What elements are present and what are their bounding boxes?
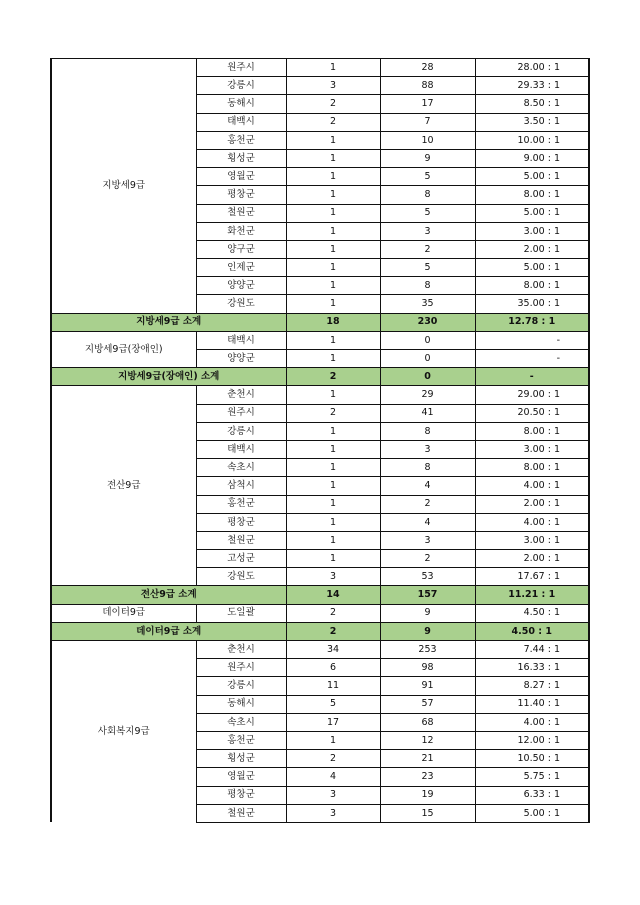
positions-cell: 1 (286, 295, 380, 313)
positions-cell: 1 (286, 731, 380, 749)
region-cell: 강릉시 (196, 422, 286, 440)
positions-cell: 1 (286, 186, 380, 204)
ratio-cell: 20.50 : 1 (475, 404, 589, 422)
category-cell: 전산9급 (51, 386, 196, 586)
subtotal-label: 전산9급 소계 (51, 586, 286, 604)
region-cell: 횡성군 (196, 750, 286, 768)
positions-cell: 1 (286, 222, 380, 240)
ratio-cell: 28.00 : 1 (475, 59, 589, 77)
positions-cell: 34 (286, 641, 380, 659)
positions-cell: 1 (286, 531, 380, 549)
positions-cell: 2 (286, 113, 380, 131)
applicants-cell: 8 (380, 459, 475, 477)
ratio-cell: 8.27 : 1 (475, 677, 589, 695)
applicants-cell: 3 (380, 222, 475, 240)
applicants-cell: 98 (380, 659, 475, 677)
applicants-cell: 2 (380, 240, 475, 258)
region-cell: 삼척시 (196, 477, 286, 495)
positions-cell: 6 (286, 659, 380, 677)
positions-cell: 1 (286, 495, 380, 513)
applicants-cell: 8 (380, 422, 475, 440)
ratio-cell: 29.33 : 1 (475, 77, 589, 95)
ratio-cell: 16.33 : 1 (475, 659, 589, 677)
subtotal-applicants: 0 (380, 368, 475, 386)
region-cell: 철원군 (196, 204, 286, 222)
region-cell: 속초시 (196, 713, 286, 731)
positions-cell: 1 (286, 459, 380, 477)
region-cell: 강원도 (196, 295, 286, 313)
ratio-cell: 8.00 : 1 (475, 277, 589, 295)
ratio-cell: 10.50 : 1 (475, 750, 589, 768)
ratio-cell: 8.50 : 1 (475, 95, 589, 113)
applicants-cell: 8 (380, 186, 475, 204)
positions-cell: 3 (286, 786, 380, 804)
region-cell: 양양군 (196, 277, 286, 295)
subtotal-row (51, 586, 589, 604)
region-cell: 영월군 (196, 168, 286, 186)
positions-cell: 3 (286, 804, 380, 822)
positions-cell: 1 (286, 386, 380, 404)
ratio-cell: - (475, 331, 589, 349)
subtotal-ratio: - (475, 368, 589, 386)
ratio-cell: 35.00 : 1 (475, 295, 589, 313)
region-cell: 화천군 (196, 222, 286, 240)
subtotal-applicants: 9 (380, 622, 475, 640)
applicants-cell: 253 (380, 641, 475, 659)
subtotal-label: 지방세9급 소계 (51, 313, 286, 331)
ratio-cell: 8.00 : 1 (475, 186, 589, 204)
ratio-cell: 8.00 : 1 (475, 422, 589, 440)
ratio-cell: 8.00 : 1 (475, 459, 589, 477)
region-cell: 원주시 (196, 659, 286, 677)
positions-cell: 1 (286, 204, 380, 222)
region-cell: 태백시 (196, 113, 286, 131)
ratio-cell: 6.33 : 1 (475, 786, 589, 804)
applicants-cell: 15 (380, 804, 475, 822)
positions-cell: 1 (286, 513, 380, 531)
applicants-cell: 2 (380, 495, 475, 513)
region-cell: 영월군 (196, 768, 286, 786)
ratio-cell: 5.00 : 1 (475, 804, 589, 822)
table-row (51, 331, 589, 349)
category-cell: 지방세9급 (51, 59, 196, 314)
applicants-cell: 28 (380, 59, 475, 77)
positions-cell: 1 (286, 149, 380, 167)
region-cell: 강릉시 (196, 77, 286, 95)
ratio-cell: 3.00 : 1 (475, 222, 589, 240)
positions-cell: 1 (286, 440, 380, 458)
positions-cell: 2 (286, 750, 380, 768)
region-cell: 태백시 (196, 440, 286, 458)
ratio-cell: 12.00 : 1 (475, 731, 589, 749)
ratio-cell: 4.50 : 1 (475, 604, 589, 622)
applicants-cell: 19 (380, 786, 475, 804)
subtotal-row (51, 622, 589, 640)
applicants-cell: 5 (380, 259, 475, 277)
applicants-cell: 5 (380, 204, 475, 222)
region-cell: 동해시 (196, 695, 286, 713)
positions-cell: 1 (286, 131, 380, 149)
ratio-cell: 3.00 : 1 (475, 440, 589, 458)
applicants-cell: 91 (380, 677, 475, 695)
subtotal-label: 데이터9급 소계 (51, 622, 286, 640)
competition-ratio-table (50, 58, 590, 823)
positions-cell: 3 (286, 568, 380, 586)
subtotal-positions: 2 (286, 622, 380, 640)
ratio-cell: 5.75 : 1 (475, 768, 589, 786)
positions-cell: 11 (286, 677, 380, 695)
table-row (51, 386, 589, 404)
applicants-cell: 12 (380, 731, 475, 749)
ratio-cell: 4.00 : 1 (475, 477, 589, 495)
applicants-cell: 88 (380, 77, 475, 95)
applicants-cell: 7 (380, 113, 475, 131)
ratio-cell: 2.00 : 1 (475, 550, 589, 568)
region-cell: 인제군 (196, 259, 286, 277)
region-cell: 속초시 (196, 459, 286, 477)
positions-cell: 1 (286, 277, 380, 295)
subtotal-applicants: 157 (380, 586, 475, 604)
positions-cell: 1 (286, 331, 380, 349)
applicants-cell: 8 (380, 277, 475, 295)
positions-cell: 1 (286, 550, 380, 568)
region-cell: 홍천군 (196, 131, 286, 149)
table-row (51, 59, 589, 77)
applicants-cell: 4 (380, 477, 475, 495)
ratio-cell: 4.00 : 1 (475, 513, 589, 531)
applicants-cell: 41 (380, 404, 475, 422)
positions-cell: 2 (286, 404, 380, 422)
region-cell: 철원군 (196, 531, 286, 549)
ratio-cell: 5.00 : 1 (475, 259, 589, 277)
ratio-cell: 11.40 : 1 (475, 695, 589, 713)
region-cell: 춘천시 (196, 641, 286, 659)
applicants-cell: 35 (380, 295, 475, 313)
region-cell: 양양군 (196, 350, 286, 368)
subtotal-positions: 14 (286, 586, 380, 604)
region-cell: 태백시 (196, 331, 286, 349)
region-cell: 양구군 (196, 240, 286, 258)
ratio-cell: 5.00 : 1 (475, 204, 589, 222)
positions-cell: 4 (286, 768, 380, 786)
table-row (51, 604, 589, 622)
applicants-cell: 53 (380, 568, 475, 586)
region-cell: 동해시 (196, 95, 286, 113)
applicants-cell: 21 (380, 750, 475, 768)
subtotal-label: 지방세9급(장애인) 소계 (51, 368, 286, 386)
subtotal-ratio: 12.78 : 1 (475, 313, 589, 331)
ratio-cell: 17.67 : 1 (475, 568, 589, 586)
ratio-cell: 2.00 : 1 (475, 495, 589, 513)
category-cell: 지방세9급(장애인) (51, 331, 196, 367)
subtotal-positions: 18 (286, 313, 380, 331)
ratio-cell: 9.00 : 1 (475, 149, 589, 167)
category-cell: 사회복지9급 (51, 641, 196, 823)
subtotal-ratio: 11.21 : 1 (475, 586, 589, 604)
applicants-cell: 9 (380, 149, 475, 167)
region-cell: 고성군 (196, 550, 286, 568)
applicants-cell: 5 (380, 168, 475, 186)
region-cell: 평창군 (196, 786, 286, 804)
positions-cell: 1 (286, 59, 380, 77)
ratio-cell: 29.00 : 1 (475, 386, 589, 404)
applicants-cell: 0 (380, 350, 475, 368)
applicants-cell: 3 (380, 440, 475, 458)
applicants-cell: 57 (380, 695, 475, 713)
positions-cell: 2 (286, 95, 380, 113)
region-cell: 강릉시 (196, 677, 286, 695)
subtotal-ratio: 4.50 : 1 (475, 622, 589, 640)
applicants-cell: 4 (380, 513, 475, 531)
region-cell: 홍천군 (196, 731, 286, 749)
ratio-cell: 3.00 : 1 (475, 531, 589, 549)
subtotal-row (51, 313, 589, 331)
ratio-cell: 5.00 : 1 (475, 168, 589, 186)
positions-cell: 1 (286, 350, 380, 368)
positions-cell: 2 (286, 604, 380, 622)
applicants-cell: 23 (380, 768, 475, 786)
applicants-cell: 3 (380, 531, 475, 549)
applicants-cell: 9 (380, 604, 475, 622)
region-cell: 평창군 (196, 186, 286, 204)
positions-cell: 17 (286, 713, 380, 731)
applicants-cell: 68 (380, 713, 475, 731)
ratio-cell: 3.50 : 1 (475, 113, 589, 131)
positions-cell: 3 (286, 77, 380, 95)
region-cell: 홍천군 (196, 495, 286, 513)
applicants-cell: 29 (380, 386, 475, 404)
positions-cell: 1 (286, 422, 380, 440)
region-cell: 도일괄 (196, 604, 286, 622)
applicants-cell: 2 (380, 550, 475, 568)
applicants-cell: 0 (380, 331, 475, 349)
positions-cell: 1 (286, 168, 380, 186)
region-cell: 춘천시 (196, 386, 286, 404)
positions-cell: 5 (286, 695, 380, 713)
positions-cell: 1 (286, 477, 380, 495)
table-body (51, 59, 589, 823)
category-cell: 데이터9급 (51, 604, 196, 622)
ratio-cell: 7.44 : 1 (475, 641, 589, 659)
region-cell: 횡성군 (196, 149, 286, 167)
region-cell: 강원도 (196, 568, 286, 586)
subtotal-positions: 2 (286, 368, 380, 386)
region-cell: 원주시 (196, 404, 286, 422)
region-cell: 철원군 (196, 804, 286, 822)
positions-cell: 1 (286, 240, 380, 258)
positions-cell: 1 (286, 259, 380, 277)
ratio-cell: 10.00 : 1 (475, 131, 589, 149)
ratio-cell: 4.00 : 1 (475, 713, 589, 731)
ratio-cell: 2.00 : 1 (475, 240, 589, 258)
subtotal-row (51, 368, 589, 386)
ratio-cell: - (475, 350, 589, 368)
subtotal-applicants: 230 (380, 313, 475, 331)
region-cell: 평창군 (196, 513, 286, 531)
applicants-cell: 10 (380, 131, 475, 149)
applicants-cell: 17 (380, 95, 475, 113)
table-row (51, 641, 589, 659)
region-cell: 원주시 (196, 59, 286, 77)
